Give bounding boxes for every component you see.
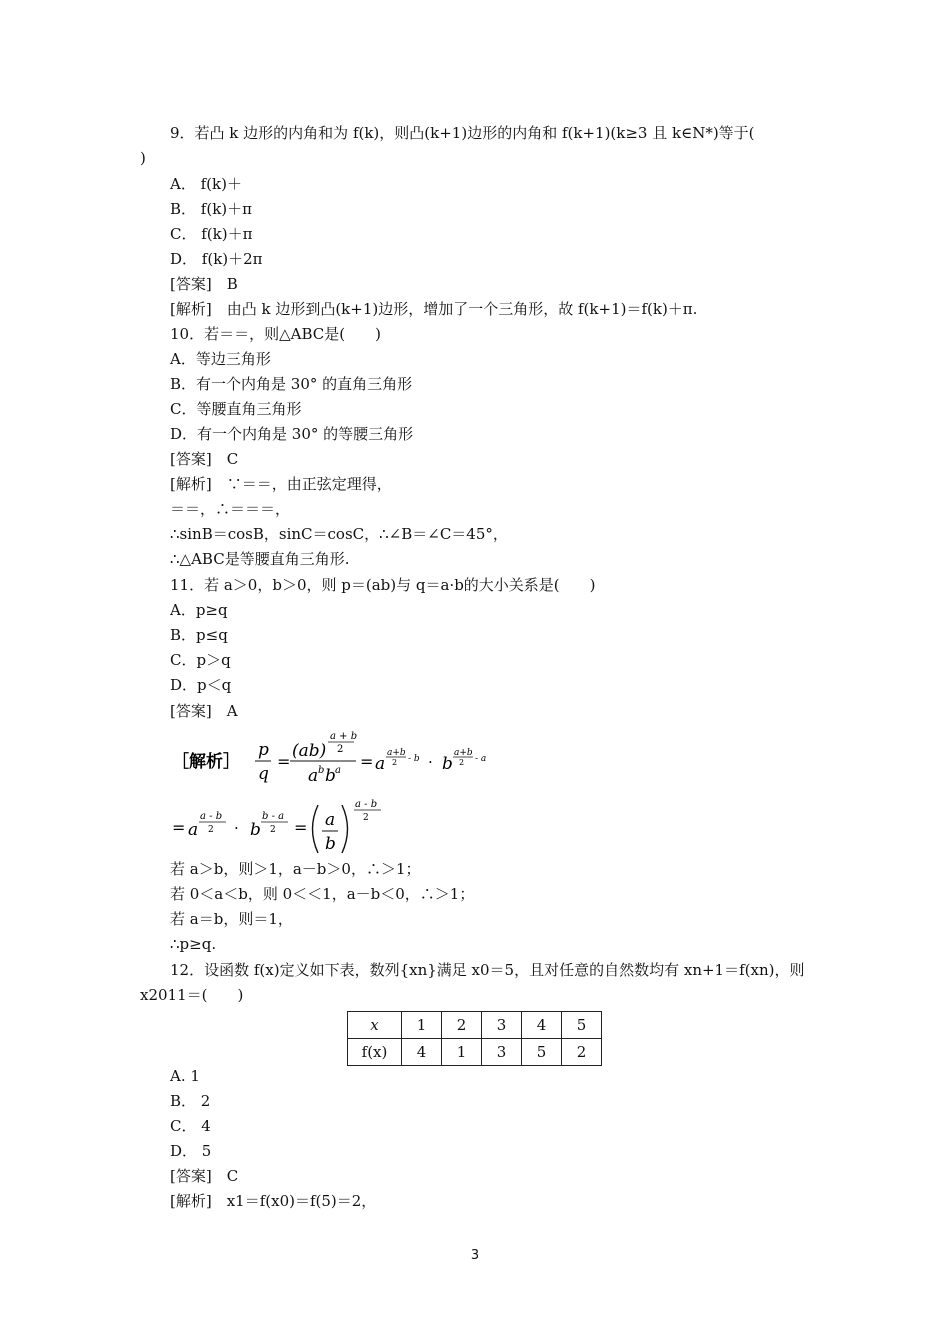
q9-answer: [答案] B: [170, 275, 238, 293]
formula-e2-two: 2: [459, 758, 465, 767]
formula2-exp3: b - a: [262, 811, 285, 822]
q11-case-3: 若 a＝b，则＝1，: [170, 910, 293, 928]
q9-stem-line1: 9．若凸 k 边形的内角和为 f(k)，则凸(k+1)边形的内角和 f(k+1)(k≥3 且 k∈N*)等于(: [170, 124, 755, 142]
formula2-exp2-two: 2: [208, 825, 214, 835]
formula-exp-two: 2: [337, 744, 344, 755]
table-cell: 1: [402, 1012, 442, 1039]
formula2-eq1: =: [172, 818, 186, 837]
q12-stem-line2: x2011＝( ): [140, 986, 244, 1004]
table-header-fx: f(x): [348, 1039, 402, 1066]
table-cell: 4: [402, 1039, 442, 1066]
q12-stem-line1: 12．设函数 f(x)定义如下表，数列{xn}满足 x0＝5，且对任意的自然数均有 xn+1＝f(xn)，则: [170, 961, 805, 979]
table-cell: 2: [442, 1012, 482, 1039]
q10-analysis-4: ∴△ABC是等腰直角三角形.: [170, 550, 350, 568]
q10-option-c: C．等腰直角三角形: [170, 400, 302, 418]
formula-ab: (ab): [292, 741, 327, 761]
table-header-x: x: [348, 1012, 402, 1039]
q9-analysis: [解析] 由凸 k 边形到凸(k+1)边形，增加了一个三角形，故 f(k+1)＝f(k)＋π.: [170, 300, 698, 318]
table-row: [348, 1012, 602, 1039]
q9-option-a: A． f(k)＋: [170, 175, 242, 193]
q10-stem: 10．若＝＝，则△ABC是( ): [170, 325, 381, 343]
formula2-frac-b: b: [325, 834, 336, 854]
q10-option-a: A．等边三角形: [170, 350, 271, 368]
q12-option-b: B． 2: [170, 1092, 211, 1110]
table-cell: 2: [562, 1039, 602, 1066]
formula-p: p: [258, 740, 269, 760]
q10-option-d: D．有一个内角是 30° 的等腰三角形: [170, 425, 414, 443]
q11-answer: [答案] A: [170, 702, 238, 720]
table-cell: 1: [442, 1039, 482, 1066]
q12-answer: [答案] C: [170, 1167, 239, 1185]
formula2-base-b: b: [250, 820, 261, 840]
q12-option-a: A. 1: [170, 1067, 200, 1085]
q12-analysis: [解析] x1＝f(x0)＝f(5)＝2，: [170, 1192, 377, 1210]
q10-option-b: B．有一个内角是 30° 的直角三角形: [170, 375, 413, 393]
table-cell: 3: [482, 1012, 522, 1039]
q12-option-d: D． 5: [170, 1142, 212, 1160]
formula-base-a: a: [375, 754, 386, 774]
q11-stem: 11．若 a＞0，b＞0，则 p＝(ab)与 q＝a·b的大小关系是( ): [170, 576, 596, 594]
q10-analysis-1: [解析] ∵＝＝，由正弦定理得，: [170, 475, 392, 493]
table-row: [348, 1039, 602, 1066]
q11-conclusion: ∴p≥q.: [170, 935, 217, 953]
q11-case-2: 若 0＜a＜b，则 0＜＜1，a－b＜0，∴＞1；: [170, 885, 475, 903]
formula2-lparen: [313, 805, 319, 853]
formula-den-b: b: [325, 766, 336, 786]
formula2-dot: ·: [234, 819, 239, 837]
formula-den-b-exp: a: [335, 765, 341, 776]
table-cell: 3: [482, 1039, 522, 1066]
q11-option-d: D．p＜q: [170, 676, 232, 694]
q10-analysis-2: ＝＝，∴＝＝＝，: [170, 500, 291, 518]
formula2-eq2: =: [294, 818, 308, 837]
formula-dot: ·: [428, 753, 433, 771]
formula-eq1: =: [277, 752, 291, 771]
table-cell: 4: [522, 1012, 562, 1039]
q12-option-c: C． 4: [170, 1117, 211, 1135]
formula-e2: a+b: [454, 748, 473, 758]
q11-case-1: 若 a＞b，则＞1，a－b＞0，∴＞1；: [170, 860, 421, 878]
table-cell: 5: [562, 1012, 602, 1039]
formula-e1-two: 2: [392, 758, 398, 767]
formula-base-b: b: [442, 754, 453, 774]
q11-option-b: B．p≤q: [170, 626, 228, 644]
table-cell: 5: [522, 1039, 562, 1066]
formula2-exp2: a - b: [200, 811, 223, 822]
formula-den-a-exp: b: [318, 765, 325, 776]
formula-exp: a + b: [330, 731, 358, 742]
formula2-outer-exp: a - b: [355, 799, 378, 810]
q10-answer: [答案] C: [170, 450, 239, 468]
formula2-rparen: [342, 805, 348, 853]
q9-option-d: D． f(k)＋2π: [170, 250, 263, 268]
formula-q: q: [258, 764, 269, 784]
formula2-exp3-two: 2: [270, 825, 276, 835]
q11-analysis-label: ［解析］: [172, 752, 240, 772]
q10-analysis-3: ∴sinB＝cosB，sinC＝cosC，∴∠B＝∠C＝45°，: [170, 525, 508, 543]
formula2-base-a: a: [188, 820, 199, 840]
formula-eq2: =: [360, 752, 374, 771]
q11-option-c: C．p＞q: [170, 651, 231, 669]
formula-e1: a+b: [387, 748, 406, 758]
q9-option-b: B． f(k)＋π: [170, 200, 252, 218]
function-table: [347, 1011, 602, 1066]
formula2-frac-a: a: [325, 810, 336, 830]
page-number: 3: [470, 1248, 480, 1263]
q9-stem-line2: ): [140, 149, 146, 167]
q11-option-a: A．p≥q: [170, 601, 228, 619]
q9-option-c: C． f(k)＋π: [170, 225, 253, 243]
q11-formula-2: [170, 795, 430, 855]
formula-den-a: a: [308, 766, 319, 786]
formula-e2b: - a: [475, 754, 487, 764]
formula-e1b: - b: [408, 754, 420, 764]
q11-formula-1: [170, 725, 530, 793]
formula2-outer-two: 2: [363, 813, 369, 823]
